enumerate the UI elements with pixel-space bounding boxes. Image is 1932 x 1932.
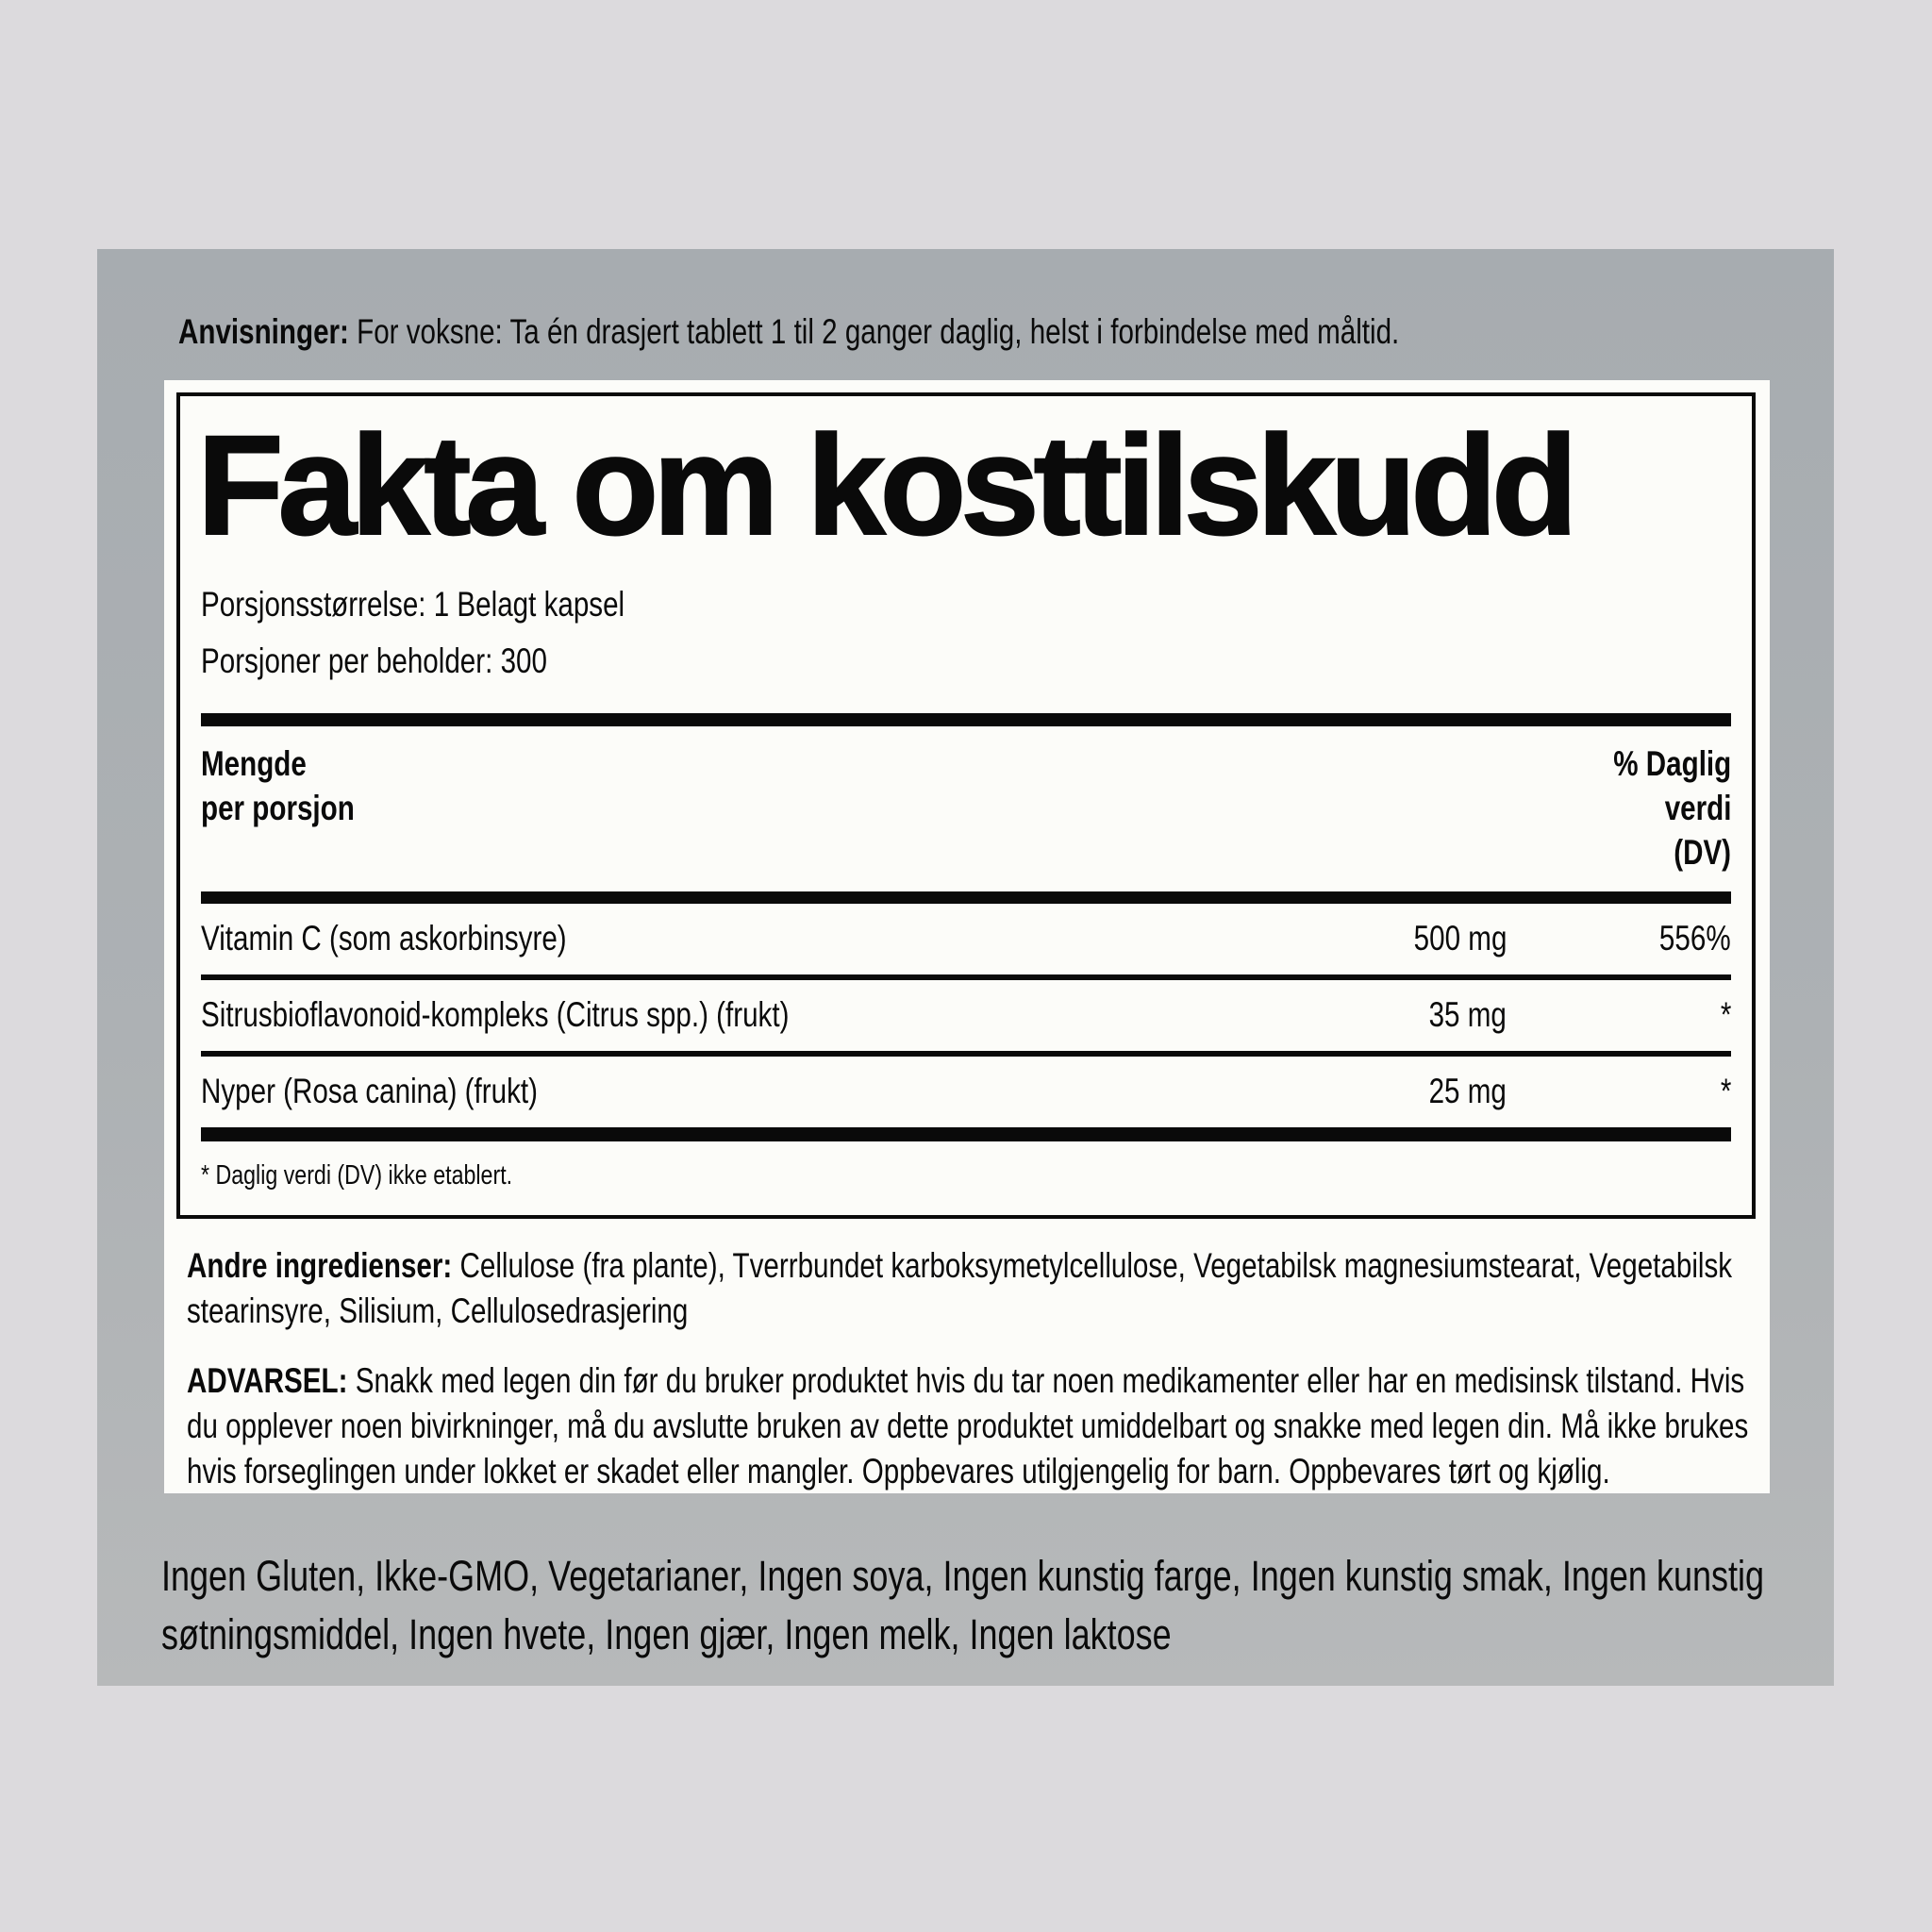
directions-label: Anvisninger: <box>178 312 349 351</box>
dv-header-line3: (DV) <box>1674 833 1731 872</box>
other-ingredients-label: Andre ingredienser: <box>187 1246 453 1285</box>
warning-label: ADVARSEL: <box>187 1361 348 1400</box>
dv-footnote: * Daglig verdi (DV) ikke etablert. <box>201 1160 513 1191</box>
warning-text: Snakk med legen din før du bruker produktet hvis du tar noen medikamenter eller har en medisinsk tilstand. Hvis du opplever noen bivirkninger, må du avslutte bruken av dette produktet umiddelbart og snakke med legen din. Må ikke brukes hvis forseglingen under lokket er skadet eller mangler. Oppbevares utilgjengelig for barn. Oppbevares tørt og kjølig. <box>187 1361 1749 1491</box>
amount-header-line1: Mengde <box>201 744 307 783</box>
supplement-facts-label <box>164 380 1770 1493</box>
amount-header <box>201 741 393 830</box>
nutrient-dv: 556% <box>1659 919 1731 958</box>
supplement-facts-box <box>176 392 1756 1219</box>
divider-thick-bottom <box>201 1127 1731 1141</box>
warning <box>187 1358 1751 1493</box>
table-row <box>201 904 1731 974</box>
nutrient-name: Vitamin C (som askorbinsyre) <box>201 919 567 958</box>
dv-header <box>1584 741 1731 874</box>
allergen-claims: Ingen Gluten, Ikke-GMO, Vegetarianer, Ingen soya, Ingen kunstig farge, Ingen kunstig smak, Ingen kunstig søtningsmiddel, Ingen hvete, Ingen gjær, Ingen melk, Ingen laktose <box>161 1552 1765 1658</box>
nutrient-name: Sitrusbioflavonoid-kompleks (Citrus spp.) (frukt) <box>201 995 790 1034</box>
other-ingredients <box>187 1243 1751 1334</box>
table-row <box>201 1057 1731 1127</box>
serving-size: Porsjonsstørrelse: 1 Belagt kapsel <box>201 585 625 624</box>
other-ingredients-text: Cellulose (fra plante), Tverrbundet karboksymetylcellulose, Vegetabilsk magnesiumstearat, Vegetabilsk stearinsyre, Silisium, Cellulosedrasjering <box>187 1246 1733 1330</box>
facts-title: Fakta om kosttilskudd <box>197 406 1573 564</box>
nutrient-amount: 35 mg <box>1428 995 1507 1034</box>
directions-text: For voksne: Ta én drasjert tablett 1 til 2 ganger daglig, helst i forbindelse med måltid. <box>357 312 1400 351</box>
amount-header-line2: per porsjon <box>201 789 355 827</box>
servings-per-container: Porsjoner per beholder: 300 <box>201 641 547 680</box>
nutrient-name: Nyper (Rosa canina) (frukt) <box>201 1072 538 1110</box>
divider-thick-header <box>201 891 1731 904</box>
dv-header-line2: verdi <box>1664 789 1731 827</box>
table-header <box>201 726 1731 891</box>
label-backdrop-panel <box>97 249 1834 1686</box>
table-row <box>201 980 1731 1051</box>
nutrient-amount: 25 mg <box>1428 1072 1507 1110</box>
directions-line <box>178 309 1399 355</box>
nutrient-dv: * <box>1720 995 1731 1034</box>
divider-thick-top <box>201 713 1731 726</box>
label-lower-text <box>187 1243 1751 1493</box>
nutrient-dv: * <box>1720 1072 1731 1110</box>
dv-header-line1: % Daglig <box>1613 744 1731 783</box>
nutrient-amount: 500 mg <box>1413 919 1507 958</box>
